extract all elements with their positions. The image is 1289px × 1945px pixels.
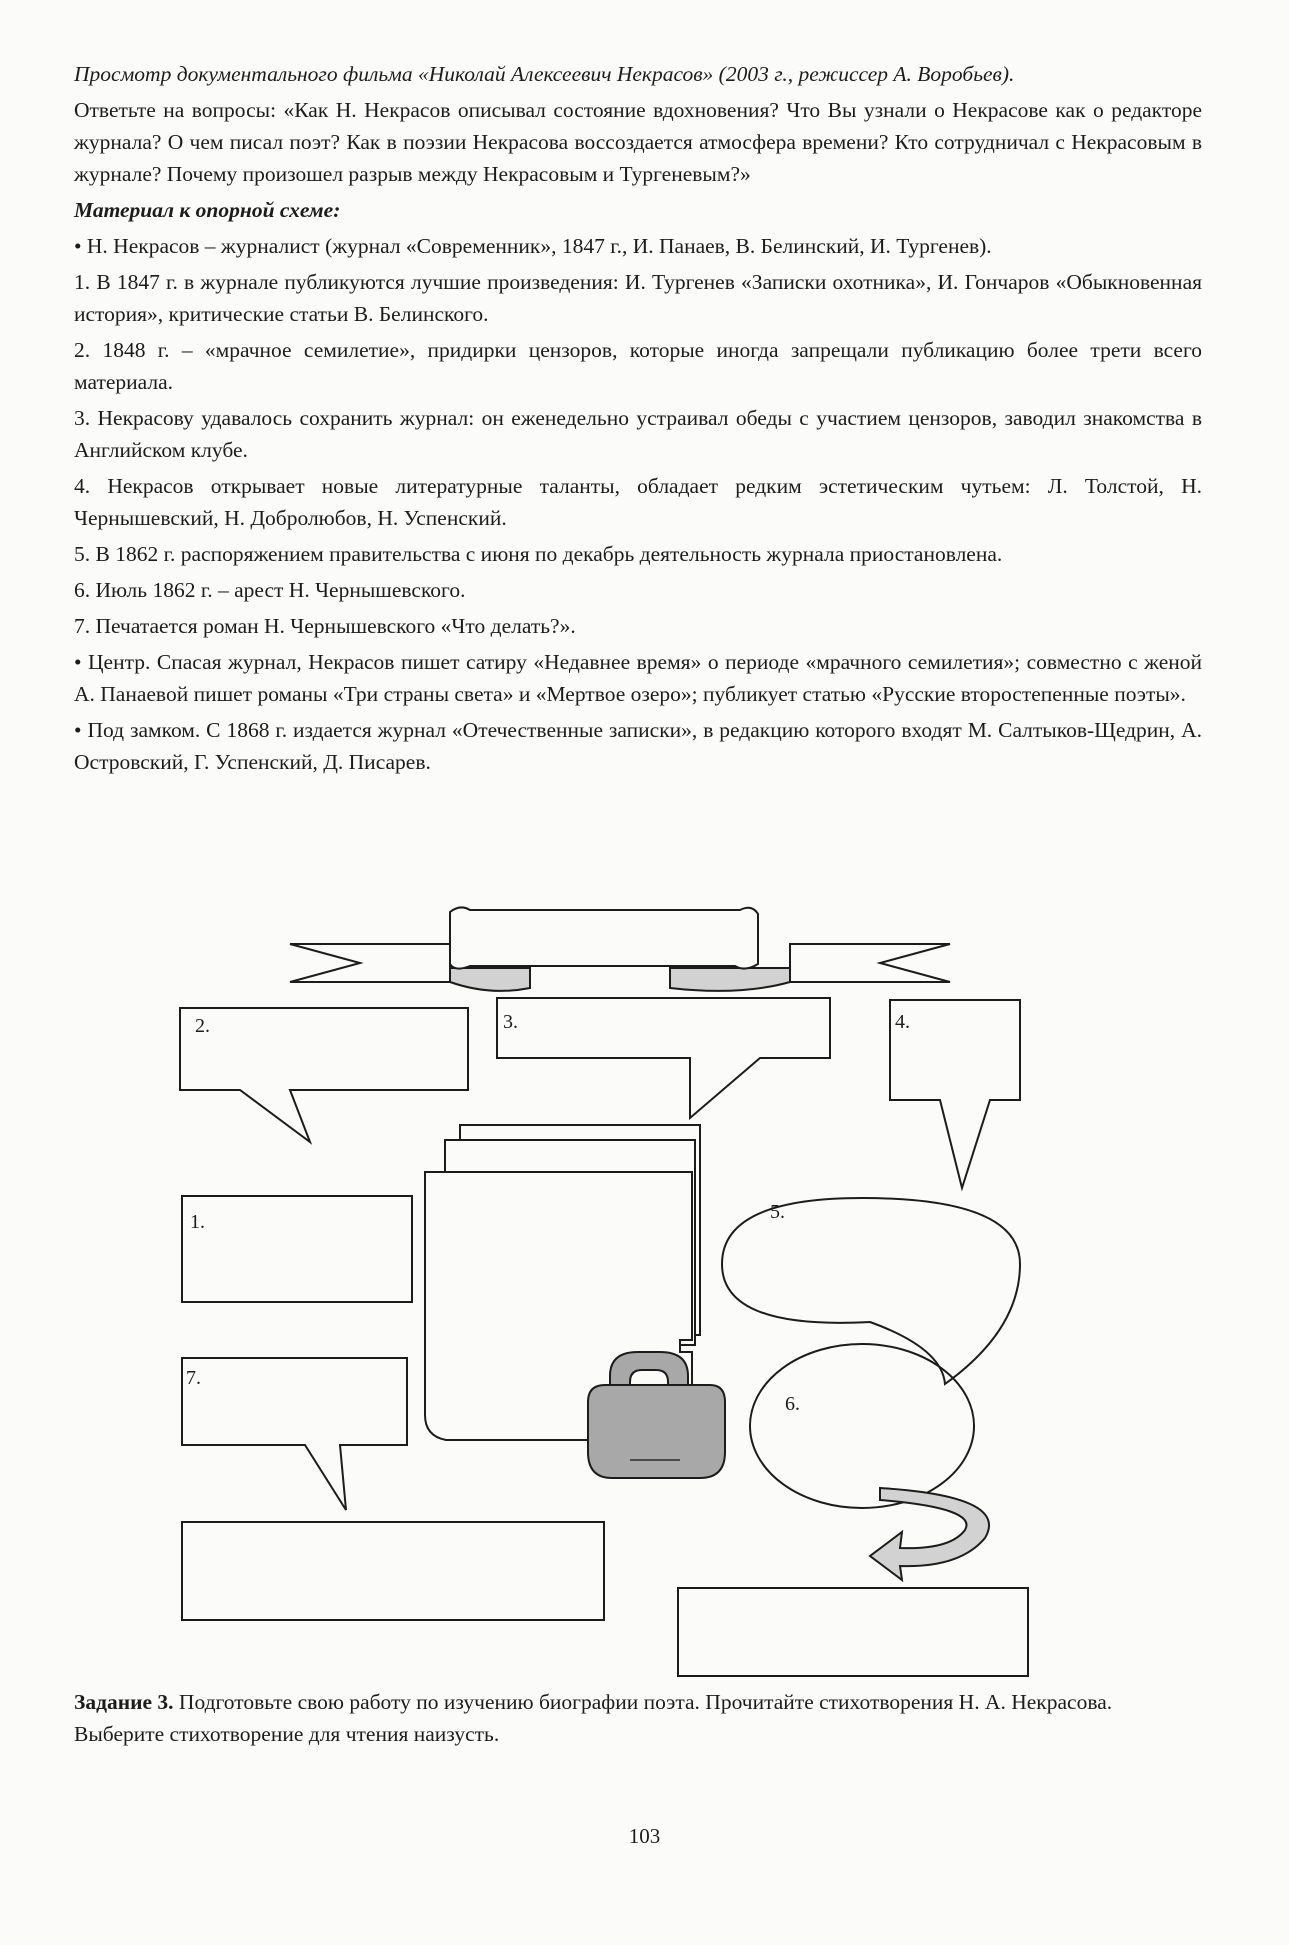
material-item: 6. Июль 1862 г. – арест Н. Чернышевского. [74, 578, 466, 602]
page-number: 103 [628, 1824, 661, 1848]
curved-arrow-icon [870, 1488, 989, 1580]
label-7: 7. [186, 1367, 201, 1389]
task-label: Задание 3. [74, 1690, 174, 1714]
box-1 [182, 1196, 412, 1302]
questions-paragraph: Ответьте на вопросы: «Как Н. Некрасов описывал состояние вдохновения? Что Вы узнали о Некрасове как о редакторе журнала? О чем писал поэт? Как в поэзии Некрасова воссоздается атмосфера времени? Кто сотрудничал с Некрасовым в журнале? Почему произошел разрыв между Некрасовым и Тургеневым?» [74, 98, 1202, 186]
empty-box-left [182, 1522, 604, 1620]
task-text: Подготовьте свою работу по изучению биографии поэта. Прочитайте стихотворения Н. А. Некрасова. Выберите стихотворение для чтения наизусть. [74, 1690, 1113, 1746]
label-1: 1. [190, 1211, 205, 1233]
material-item: 3. Некрасову удавалось сохранить журнал: он еженедельно устраивал обеды с участием цензоров, заводил знакомства в Английском клубе. [74, 406, 1202, 462]
material-item: 1. В 1847 г. в журнале публикуются лучшие произведения: И. Тургенев «Записки охотника», И. Гончаров «Обыкновенная история», критические статьи В. Белинского. [74, 270, 1202, 326]
film-paragraph: Просмотр документального фильма «Николай Алексеевич Некрасов» (2003 г., режиссер А. Воробьев). [74, 62, 1015, 86]
material-item: • Центр. Спасая журнал, Некрасов пишет сатиру «Недавнее время» о периоде «мрачного семилетия»; совместно с женой А. Панаевой пишет романы «Три страны света» и «Мертвое озеро»; публикует статью «Русские второстепенные поэты». [74, 650, 1202, 706]
material-item: 4. Некрасов открывает новые литературные таланты, обладает редким эстетическим чутьем: Л. Толстой, Н. Чернышевский, Н. Добролюбов, Н. Успенский. [74, 474, 1202, 530]
callout-2 [180, 1008, 468, 1142]
ribbon-banner [290, 907, 950, 990]
callout-6 [750, 1344, 974, 1508]
empty-box-right [678, 1588, 1028, 1676]
label-4: 4. [895, 1011, 910, 1033]
material-item: • Под замком. С 1868 г. издается журнал «Отечественные записки», в редакцию которого входят М. Салтыков-Щедрин, А. Островский, Г. Успенский, Д. Писарев. [74, 718, 1202, 774]
callout-5 [722, 1198, 1020, 1384]
material-item: 7. Печатается роман Н. Чернышевского «Что делать?». [74, 614, 576, 638]
callout-7 [182, 1358, 407, 1510]
label-2: 2. [195, 1015, 210, 1037]
task-paragraph [74, 1686, 1202, 1750]
material-item: • Н. Некрасов – журналист (журнал «Современник», 1847 г., И. Панаев, В. Белинский, И. Тургенев). [74, 234, 992, 258]
label-6: 6. [785, 1393, 800, 1415]
material-heading: Материал к опорной схеме: [74, 198, 341, 222]
label-5: 5. [770, 1201, 785, 1223]
material-item: 2. 1848 г. – «мрачное семилетие», придирки цензоров, которые иногда запрещали публикацию более трети всего материала. [74, 338, 1202, 394]
callout-3 [497, 998, 830, 1118]
label-3: 3. [503, 1011, 518, 1033]
material-item: 5. В 1862 г. распоряжением правительства с июня по декабрь деятельность журнала приостановлена. [74, 542, 1003, 566]
